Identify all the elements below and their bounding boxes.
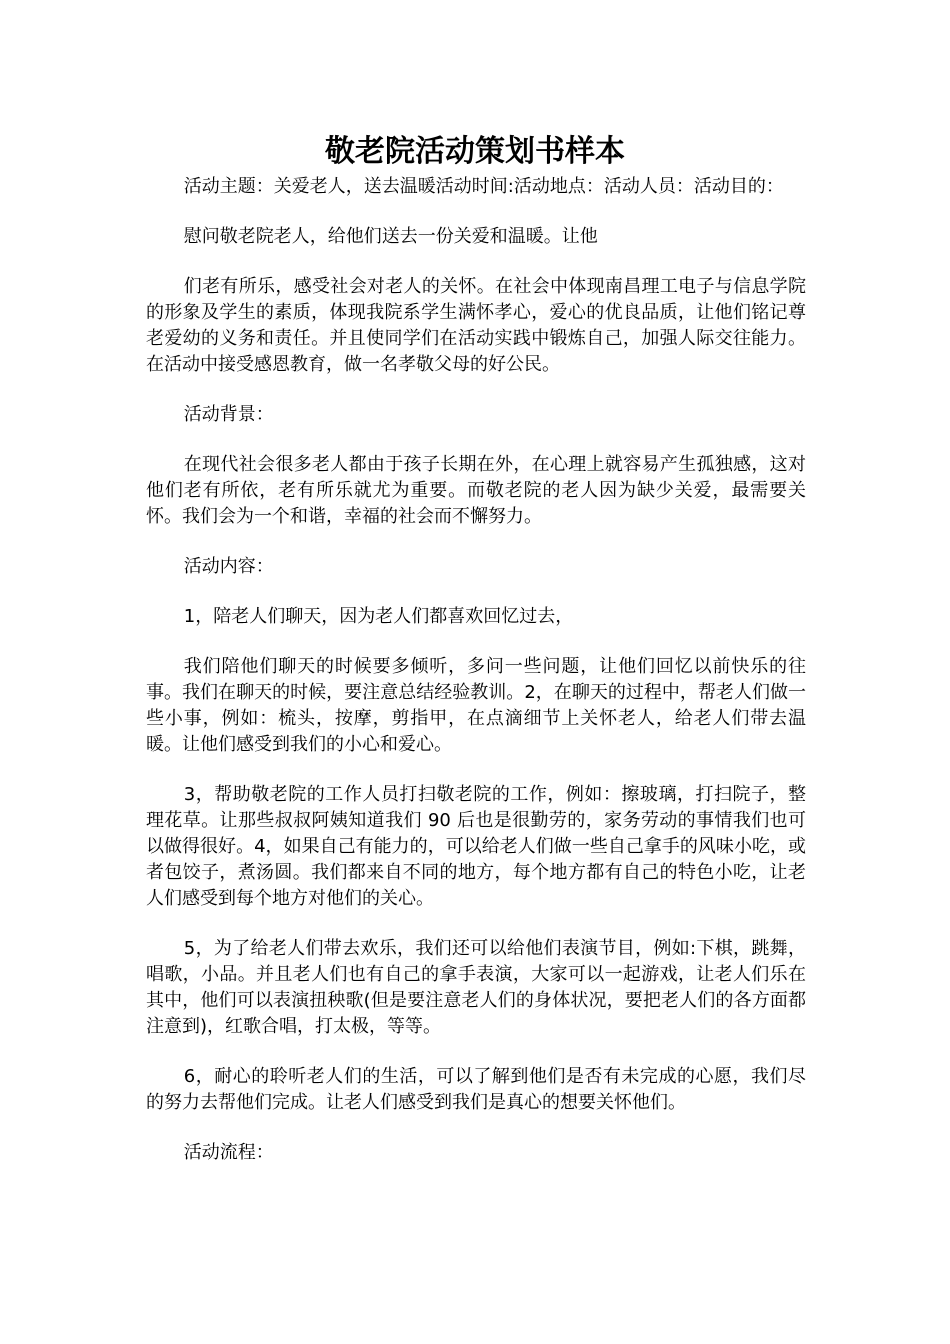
paragraph-item-3-4: 3，帮助敬老院的工作人员打扫敬老院的工作，例如：擦玻璃，打扫院子，整理花草。让那些叔叔阿姨知道我们 90 后也是很勤劳的，家务劳动的事情我们也可以做得很好。4，如果自己有能力的，可以给老人们做一些自己拿手的风味小吃，或者包饺子，煮汤圆。我们都来自不同的地方，每个地方都有自己的特色小吃，让老人们感受到每个地方对他们的关心。: [146, 784, 806, 909]
paragraph-purpose: 们老有所乐，感受社会对老人的关怀。在社会中体现南昌理工电子与信息学院的形象及学生的素质，体现我院系学生满怀孝心，爱心的优良品质，让他们铭记尊老爱幼的义务和责任。并且使同学们在活动实践中锻炼自己，加强人际交往能力。在活动中接受感恩教育，做一名孝敬父母的好公民。: [146, 276, 806, 375]
heading-background: 活动背景：: [183, 404, 274, 425]
paragraph-background: 在现代社会很多老人都由于孩子长期在外，在心理上就容易产生孤独感，这对他们老有所依，老有所乐就尤为重要。而敬老院的老人因为缺少关爱，最需要关怀。我们会为一个和谐，幸福的社会而不懈努力。: [146, 454, 806, 527]
heading-content: 活动内容：: [183, 556, 274, 577]
heading-process: 活动流程：: [183, 1142, 274, 1163]
paragraph-item-5: 5，为了给老人们带去欢乐，我们还可以给他们表演节目，例如:下棋，跳舞，唱歌，小品。并且老人们也有自己的拿手表演，大家可以一起游戏，让老人们乐在其中，他们可以表演扭秧歌(但是要注意老人们的身体状况，要把老人们的各方面都注意到)，红歌合唱，打太极，等等。: [146, 938, 806, 1037]
document-body: [146, 174, 806, 1190]
paragraph-visit: 慰问敬老院老人，给他们送去一份关爱和温暖。让他: [183, 226, 598, 247]
paragraph-chat: 我们陪他们聊天的时候要多倾听，多问一些问题，让他们回忆以前快乐的往事。我们在聊天的时候，要注意总结经验教训。2，在聊天的过程中，帮老人们做一些小事，例如：梳头，按摩，剪指甲，在点滴细节上关怀老人，给老人们带去温暖。让他们感受到我们的小心和爱心。: [146, 656, 806, 755]
paragraph-item-1: 1，陪老人们聊天，因为老人们都喜欢回忆过去，: [183, 606, 574, 627]
document-title: 敬老院活动策划书样本: [325, 134, 625, 169]
paragraph-theme: 活动主题：关爱老人，送去温暖活动时间:活动地点：活动人员：活动目的：: [183, 176, 784, 197]
paragraph-item-6: 6，耐心的聆听老人们的生活，可以了解到他们是否有未完成的心愿，我们尽的努力去帮他们完成。让老人们感受到我们是真心的想要关怀他们。: [146, 1066, 806, 1113]
